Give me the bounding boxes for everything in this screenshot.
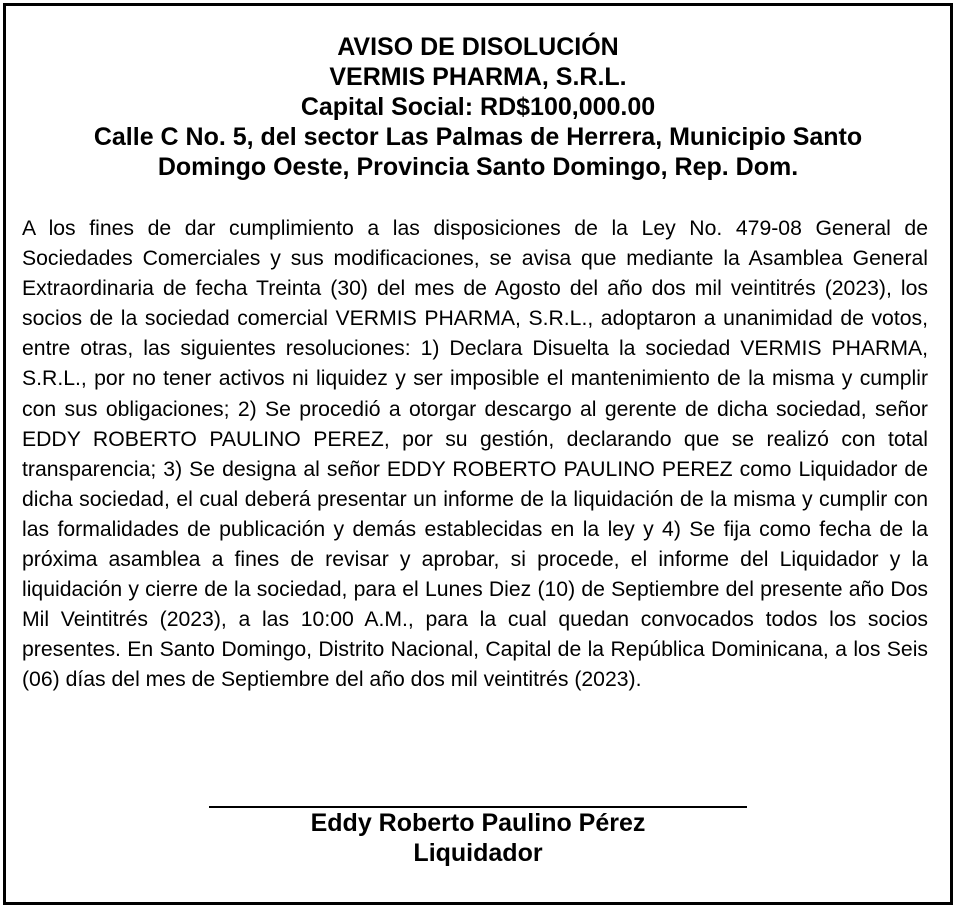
signatory-name: Eddy Roberto Paulino Pérez [310, 809, 646, 837]
signature-block [6, 808, 950, 868]
notice-body: A los fines de dar cumplimiento a las disposiciones de la Ley No. 479-08 General de Sociedades Comerciales y sus modificaciones, se avisa que mediante la Asamblea General Extraordinaria de fecha Treinta (30) del mes de Agosto del año dos mil veintitrés (2023), los socios de la sociedad comercial VERMIS PHARMA, S.R.L., adoptaron a unanimidad de votos, entre otras, las siguientes resoluciones: 1) Declara Disuelta la sociedad VERMIS PHARMA, S.R.L., por no tener activos ni liquidez y ser imposible el mantenimiento de la misma y cumplir con sus obligaciones; 2) Se procedió a otorgar descargo al gerente de dicha sociedad, señor EDDY ROBERTO PAULINO PEREZ, por su gestión, declarando que se realizó con total transparencia; 3) Se designa al señor EDDY ROBERTO PAULINO PEREZ como Liquidador de dicha sociedad, el cual deberá presentar un informe de la liquidación de la misma y cumplir con las formalidades de publicación y demás establecidas en la ley y 4) Se fija como fecha de la próxima asamblea a fines de revisar y aprobar, si procede, el informe del Liquidador y la liquidación y cierre de la sociedad, para el Lunes Diez (10) de Septiembre del presente año Dos Mil Veintitrés (2023), a las 10:00 A.M., para la cual quedan convocados todos los socios presentes. En Santo Domingo, Distrito Nacional, Capital de la República Dominicana, a los Seis (06) días del mes de Septiembre del año dos mil veintitrés (2023). [22, 217, 928, 692]
signatory-role: Liquidador [413, 839, 543, 867]
address-line-2: Domingo Oeste, Provincia Santo Domingo, Rep. Dom. [157, 153, 799, 181]
notice-frame [3, 3, 953, 905]
notice-title: AVISO DE DISOLUCIÓN [337, 33, 619, 61]
address-line-1: Calle C No. 5, del sector Las Palmas de Herrera, Municipio Santo [93, 123, 863, 151]
capital-social: Capital Social: RD$100,000.00 [300, 93, 656, 121]
company-name: VERMIS PHARMA, S.R.L. [329, 63, 627, 91]
notice-heading [6, 32, 950, 182]
